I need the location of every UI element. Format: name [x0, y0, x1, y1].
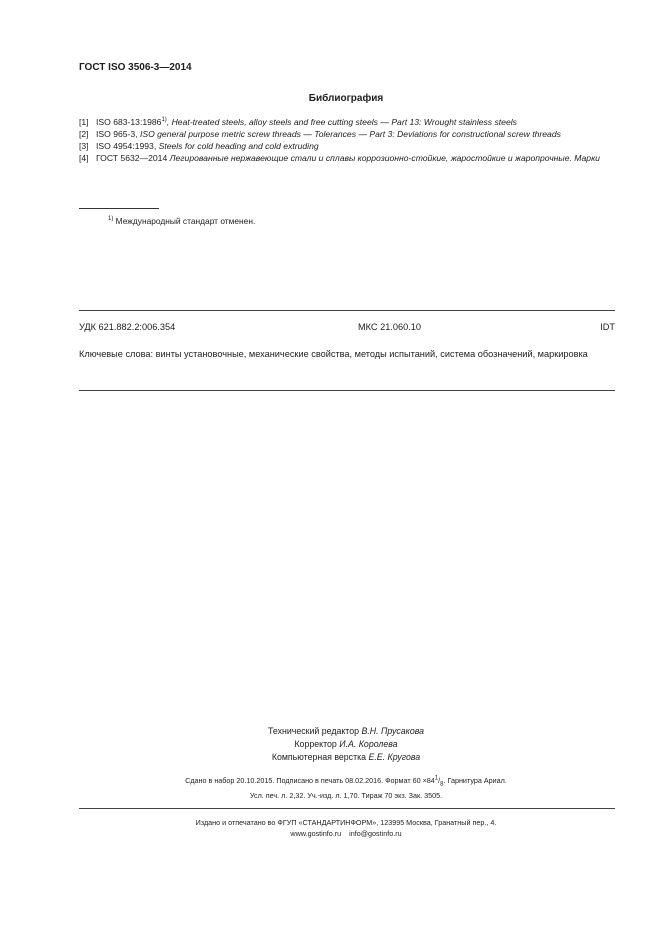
bib-item: [2] ISO 965-3, ISO general purpose metric screw threads — Tolerances — Part 3: Deviations for constructional screw threads: [79, 129, 561, 139]
mks-code: МКС 21.060.10: [358, 322, 421, 332]
divider: [79, 808, 615, 809]
udc-code: УДК 621.882.2:006.354: [79, 322, 176, 332]
bib-item: [1] ISO 683-13:1986$^{1)}$, Heat-treated steels, alloy steels and free cutting steels — Part 13: Wrought stainless steels: [79, 117, 517, 127]
publisher-line: Издано и отпечатано во ФГУП «СТАНДАРТИНФОРМ», 123995 Москва, Гранатный пер., 4.: [195, 818, 497, 827]
contacts-line: [0, 829, 661, 838]
corrector-line: Корректор И.А. Королева: [294, 739, 398, 749]
bibliography-title: Библиография: [308, 93, 384, 104]
idt-label: IDT: [600, 322, 615, 332]
divider: [79, 310, 615, 311]
bibliography-list: [79, 116, 615, 164]
layout-line: Компьютерная верстка Е.Е. Кругова: [271, 752, 421, 762]
print-details-1: Сдано в набор 20.10.2015. Подписано в печать 08.02.2016. Формат $60 \times 84^1/_8$. Гарнитура Ариал.: [185, 775, 507, 788]
bib-item: [4] ГОСТ 5632—2014 Легированные нержавеющие стали и сплавы коррозионно-стойкие, жаростойкие и жаропрочные. Марки: [79, 153, 600, 163]
website-link[interactable]: www.gostinfo.ru: [290, 829, 342, 838]
footnote-rule: [79, 208, 159, 209]
divider: [79, 390, 615, 391]
print-details-2: Усл. печ. л. 2,32. Уч.-изд. л. 1,70. Тираж 70 экз. Зак. 3505.: [249, 791, 443, 800]
footnote: $^{1)}$ Международный стандарт отменен.: [108, 216, 256, 226]
tech-editor-line: Технический редактор В.Н. Прусакова: [267, 726, 425, 736]
classification-row: [79, 322, 615, 332]
bib-item: [3] ISO 4954:1993, Steels for cold heading and cold extruding: [79, 141, 319, 151]
document-header: ГОСТ ISO 3506-3—2014: [79, 62, 192, 73]
keywords: Ключевые слова: винты установочные, механические свойства, методы испытаний, система обозначений, маркировка: [79, 349, 588, 359]
email-link[interactable]: info@gostinfo.ru: [349, 829, 402, 838]
